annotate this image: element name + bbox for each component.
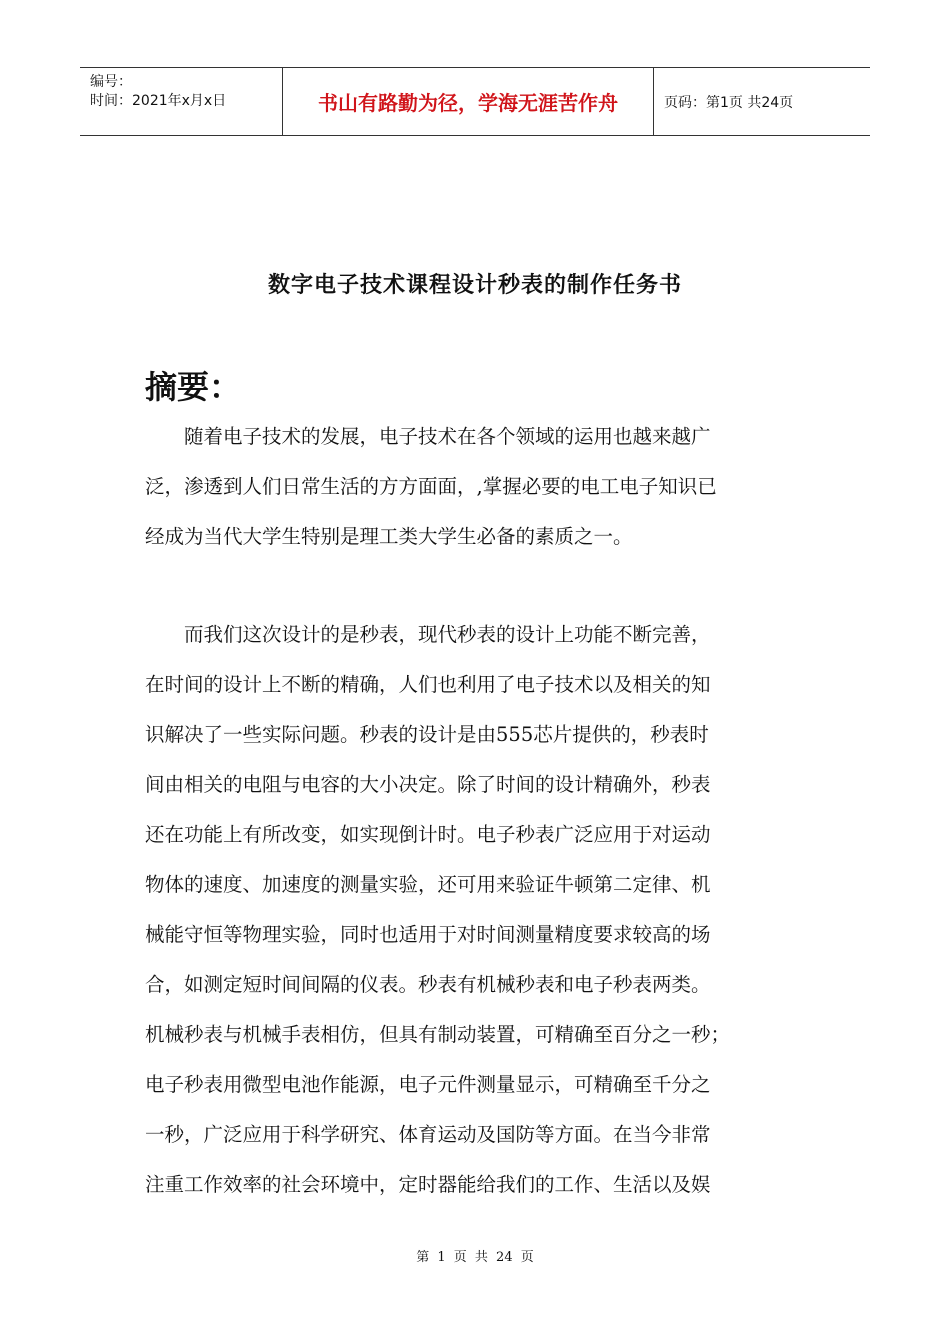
footer-page-number: 第 1 页 共 24 页 [416, 1250, 534, 1265]
paragraph-line: 物体的速度、加速度的测量实验，还可用来验证牛顿第二定律、机 [145, 873, 711, 896]
paragraph-line: 识解决了一些实际问题。秒表的设计是由555芯片提供的，秒表时 [145, 723, 709, 746]
header-table [80, 67, 870, 136]
paragraph-line: 泛，渗透到人们日常生活的方方面面，,掌握必要的电工电子知识已 [145, 475, 717, 498]
paragraph-line: 械能守恒等物理实验，同时也适用于对时间测量精度要求较高的场 [145, 923, 711, 946]
header-page-info: 页码：第1页 共24页 [664, 94, 794, 111]
paragraph-line: 注重工作效率的社会环境中，定时器能给我们的工作、生活以及娱 [145, 1173, 711, 1196]
paragraph-line: 机械秒表与机械手表相仿，但具有制动装置，可精确至百分之一秒； [145, 1023, 731, 1046]
paragraph-line: 经成为当代大学生特别是理工类大学生必备的素质之一。 [145, 525, 633, 548]
paragraph-line: 而我们这次设计的是秒表，现代秒表的设计上功能不断完善， [145, 623, 711, 646]
abstract-paragraph-1 [145, 412, 805, 562]
paragraph-line: 在时间的设计上不断的精确，人们也利用了电子技术以及相关的知 [145, 673, 711, 696]
paragraph-line: 还在功能上有所改变，如实现倒计时。电子秒表广泛应用于对运动 [145, 823, 711, 846]
document-date: 时间：2021年x月x日 [90, 93, 227, 109]
abstract-heading: 摘要： [145, 368, 242, 406]
paragraph-line: 电子秒表用微型电池作能源，电子元件测量显示，可精确至千分之 [145, 1073, 711, 1096]
document-number-label: 编号： [90, 74, 132, 90]
abstract-paragraph-2 [145, 610, 805, 1210]
header-meta-cell [80, 68, 282, 135]
document-title: 数字电子技术课程设计秒表的制作任务书 [267, 273, 682, 298]
paragraph-line: 一秒，广泛应用于科学研究、体育运动及国防等方面。在当今非常 [145, 1123, 711, 1146]
paragraph-line: 间由相关的电阻与电容的大小决定。除了时间的设计精确外，秒表 [145, 773, 711, 796]
header-motto: 书山有路勤为径，学海无涯苦作舟 [282, 68, 654, 135]
paragraph-line: 合，如测定短时间间隔的仪表。秒表有机械秒表和电子秒表两类。 [145, 973, 711, 996]
paragraph-line: 随着电子技术的发展，电子技术在各个领域的运用也越来越广 [145, 425, 711, 448]
